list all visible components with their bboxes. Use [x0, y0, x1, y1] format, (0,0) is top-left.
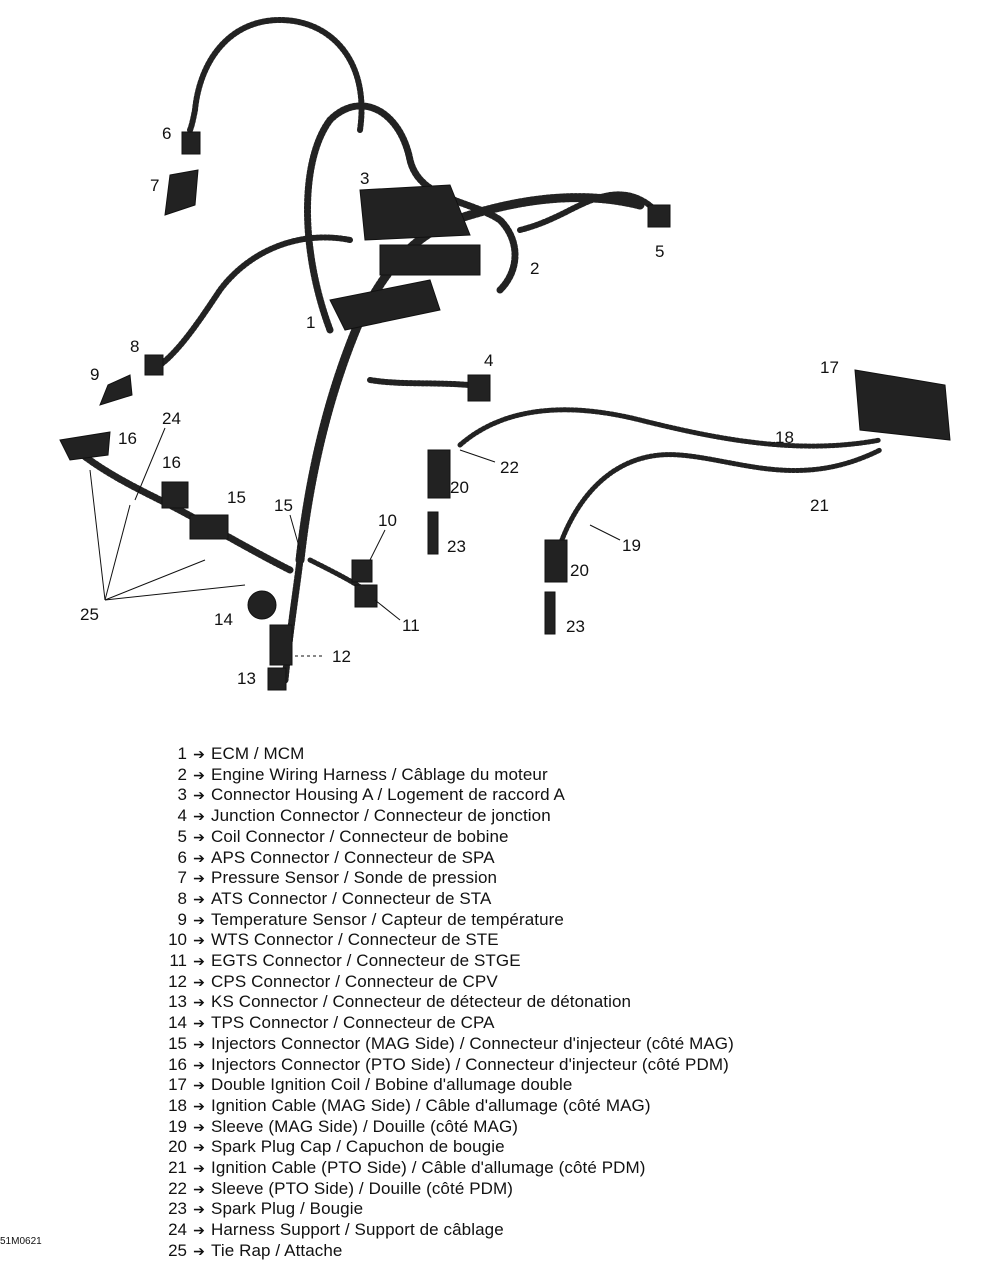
- legend-label: WTS Connector / Connecteur de STE: [211, 930, 499, 950]
- legend-item: [160, 1199, 880, 1220]
- callout-23-pto: 23: [447, 537, 466, 556]
- legend-label: Temperature Sensor / Capteur de température: [211, 909, 564, 929]
- leader-10: [370, 530, 385, 560]
- callout-17: 17: [820, 358, 839, 377]
- legend-number: 14: [168, 1013, 187, 1033]
- legend-item: [160, 1013, 880, 1034]
- legend-item: [160, 1117, 880, 1138]
- junction-branch: [370, 380, 470, 385]
- legend-number: 15: [168, 1033, 187, 1053]
- legend-item: [160, 806, 880, 827]
- arrow-icon: ➔: [193, 1118, 205, 1135]
- legend-label: Junction Connector / Connecteur de jonction: [211, 806, 551, 826]
- legend-label: Spark Plug Cap / Capuchon de bougie: [211, 1137, 505, 1157]
- legend-label: Coil Connector / Connecteur de bobine: [211, 826, 509, 846]
- arrow-icon: ➔: [193, 828, 205, 845]
- callout-6: 6: [162, 124, 172, 143]
- arrow-icon: ➔: [193, 1015, 205, 1032]
- legend-label: TPS Connector / Connecteur de CPA: [211, 1013, 495, 1033]
- connector-housing-shape: [360, 185, 470, 240]
- legend-label: Spark Plug / Bougie: [211, 1199, 364, 1219]
- legend-label: Injectors Connector (PTO Side) / Connecteur d'injecteur (côté PDM): [211, 1054, 729, 1074]
- legend-item: [160, 992, 880, 1013]
- legend-item: [160, 930, 880, 951]
- legend-label: CPS Connector / Connecteur de CPV: [211, 971, 498, 991]
- legend-item: [160, 1034, 880, 1055]
- legend-number: 6: [177, 847, 187, 867]
- arrow-icon: ➔: [193, 994, 205, 1011]
- callout-10: 10: [378, 511, 397, 530]
- ecm-shape: [330, 280, 440, 330]
- legend-number: 2: [177, 764, 187, 784]
- spark-plug-mag: [545, 592, 555, 634]
- arrow-icon: ➔: [193, 787, 205, 804]
- arrow-icon: ➔: [193, 1201, 205, 1218]
- legend-number: 4: [177, 806, 187, 826]
- callout-3: 3: [360, 169, 370, 188]
- legend-item: [160, 868, 880, 889]
- legend-label: ECM / MCM: [211, 744, 305, 763]
- legend-label: Ignition Cable (PTO Side) / Câble d'allumage (côté PDM): [211, 1158, 646, 1178]
- callout-8: 8: [130, 337, 140, 356]
- arrow-icon: ➔: [193, 1242, 205, 1259]
- arrow-icon: ➔: [193, 1035, 205, 1052]
- coil-connector-shape: [648, 205, 670, 227]
- legend-label: Sleeve (PTO Side) / Douille (côté PDM): [211, 1178, 514, 1198]
- legend-label: Pressure Sensor / Sonde de pression: [211, 868, 498, 888]
- legend-item: [160, 1179, 880, 1200]
- injector-connector-mag: [190, 515, 228, 539]
- callout-20-mag: 20: [570, 561, 589, 580]
- legend-number: 12: [168, 971, 187, 991]
- arrow-icon: ➔: [193, 1097, 205, 1114]
- arrow-icon: ➔: [193, 890, 205, 907]
- pressure-sensor-shape: [165, 170, 198, 215]
- legend-item: [160, 889, 880, 910]
- callout-16-lower: 16: [162, 453, 181, 472]
- spark-plug-cap-pto: [428, 450, 450, 498]
- arrow-icon: ➔: [193, 746, 205, 762]
- legend-item: [160, 785, 880, 806]
- legend-number: 16: [168, 1054, 187, 1074]
- ks-connector-shape: [268, 668, 286, 690]
- legend-number: 25: [168, 1240, 187, 1260]
- arrow-icon: ➔: [193, 1180, 205, 1197]
- callout-18: 18: [775, 428, 794, 447]
- legend-number: 7: [177, 868, 187, 888]
- leader-25-c: [105, 560, 205, 600]
- arrow-icon: ➔: [193, 808, 205, 825]
- arrow-icon: ➔: [193, 1222, 205, 1239]
- legend-number: 13: [168, 992, 187, 1012]
- legend-number: 9: [177, 909, 187, 929]
- callout-20-pto: 20: [450, 478, 469, 497]
- callout-15-lower: 15: [227, 488, 246, 507]
- legend-label: ATS Connector / Connecteur de STA: [211, 888, 492, 908]
- legend-label: EGTS Connector / Connecteur de STGE: [211, 951, 521, 971]
- leader-25-b: [105, 505, 130, 600]
- legend-item: [160, 744, 880, 765]
- legend-item: [160, 1075, 880, 1096]
- legend-label: Double Ignition Coil / Bobine d'allumage double: [211, 1075, 573, 1095]
- legend-item: [160, 1158, 880, 1179]
- callout-15-upper: 15: [274, 496, 293, 515]
- legend-label: Connector Housing A / Logement de raccord A: [211, 785, 565, 805]
- ignition-cable-mag: [460, 410, 880, 446]
- legend-label: Ignition Cable (MAG Side) / Câble d'allumage (côté MAG): [211, 1095, 651, 1115]
- spark-plug-cap-mag: [545, 540, 567, 582]
- connector-housing-base: [380, 245, 480, 275]
- leader-25-a: [90, 470, 105, 600]
- legend-number: 11: [169, 951, 187, 971]
- legend-item: [160, 1096, 880, 1117]
- arrow-icon: ➔: [193, 932, 205, 949]
- legend-number: 5: [177, 826, 187, 846]
- legend-item: [160, 1241, 880, 1262]
- arrow-icon: ➔: [193, 1139, 205, 1156]
- callout-5: 5: [655, 242, 665, 261]
- legend-label: Injectors Connector (MAG Side) / Connecteur d'injecteur (côté MAG): [211, 1033, 734, 1053]
- callout-21: 21: [810, 496, 829, 515]
- callout-1: 1: [306, 313, 316, 332]
- legend-label: KS Connector / Connecteur de détecteur de détonation: [211, 992, 632, 1012]
- callout-2: 2: [530, 259, 540, 278]
- callout-25: 25: [80, 605, 99, 624]
- callout-14: 14: [214, 610, 233, 629]
- temperature-sensor-shape: [100, 375, 132, 405]
- wts-connector-shape: [352, 560, 372, 582]
- leader-19: [590, 525, 620, 540]
- legend-number: 21: [168, 1158, 187, 1178]
- spark-plug-pto: [428, 512, 438, 554]
- legend-item: [160, 1137, 880, 1158]
- legend-item: [160, 951, 880, 972]
- tps-connector-shape: [248, 591, 276, 619]
- injector-connector-pto: [162, 482, 188, 508]
- arrow-icon: ➔: [193, 1077, 205, 1094]
- legend-number: 3: [177, 785, 187, 805]
- legend-number: 24: [168, 1220, 187, 1240]
- legend-item: [160, 848, 880, 869]
- arrow-icon: ➔: [193, 870, 205, 887]
- callout-12: 12: [332, 647, 351, 666]
- legend-label: Engine Wiring Harness / Câblage du moteur: [211, 764, 548, 784]
- legend-label: Harness Support / Support de câblage: [211, 1220, 504, 1240]
- legend: [160, 744, 880, 1262]
- callout-4: 4: [484, 351, 494, 370]
- legend-label: APS Connector / Connecteur de SPA: [211, 847, 495, 867]
- injector-connector-pto-upper: [60, 432, 110, 460]
- callout-19: 19: [622, 536, 641, 555]
- legend-item: [160, 972, 880, 993]
- ignition-cable-pto: [560, 450, 880, 545]
- legend-number: 8: [177, 888, 187, 908]
- callout-11: 11: [402, 616, 420, 635]
- junction-connector-shape: [468, 375, 490, 401]
- arrow-icon: ➔: [193, 973, 205, 990]
- legend-number: 22: [168, 1178, 187, 1198]
- legend-item: [160, 1055, 880, 1076]
- legend-number: 17: [168, 1075, 187, 1095]
- arrow-icon: ➔: [193, 849, 205, 866]
- legend-number: 18: [168, 1095, 187, 1115]
- cps-connector-shape: [270, 625, 292, 665]
- leader-15: [290, 515, 300, 550]
- arrow-icon: ➔: [193, 766, 205, 783]
- legend-item: [160, 765, 880, 786]
- legend-number: 1: [177, 744, 187, 763]
- ats-connector-shape: [145, 355, 163, 375]
- arrow-icon: ➔: [193, 953, 205, 970]
- callout-22: 22: [500, 458, 519, 477]
- callout-23-mag: 23: [566, 617, 585, 636]
- legend-number: 20: [168, 1137, 187, 1157]
- legend-item: [160, 827, 880, 848]
- leader-22: [460, 450, 495, 462]
- callout-9: 9: [90, 365, 100, 384]
- callout-7: 7: [150, 176, 160, 195]
- legend-item: [160, 910, 880, 931]
- legend-number: 23: [168, 1199, 187, 1219]
- callout-13: 13: [237, 669, 256, 688]
- ignition-coil-shape: [855, 370, 950, 440]
- legend-label: Tie Rap / Attache: [211, 1240, 343, 1260]
- figure-code: 51M0621: [0, 1236, 42, 1247]
- arrow-icon: ➔: [193, 911, 205, 928]
- leader-25-d: [105, 585, 245, 600]
- leader-11: [375, 600, 400, 620]
- arrow-icon: ➔: [193, 1160, 205, 1177]
- legend-label: Sleeve (MAG Side) / Douille (côté MAG): [211, 1116, 519, 1136]
- egts-connector-shape: [355, 585, 377, 607]
- legend-item: [160, 1220, 880, 1241]
- legend-number: 19: [168, 1116, 187, 1136]
- arrow-icon: ➔: [193, 1056, 205, 1073]
- callout-16-upper: 16: [118, 429, 137, 448]
- aps-connector-shape: [182, 132, 200, 154]
- leader-24: [135, 428, 165, 500]
- legend-number: 10: [168, 930, 187, 950]
- callout-24: 24: [162, 409, 181, 428]
